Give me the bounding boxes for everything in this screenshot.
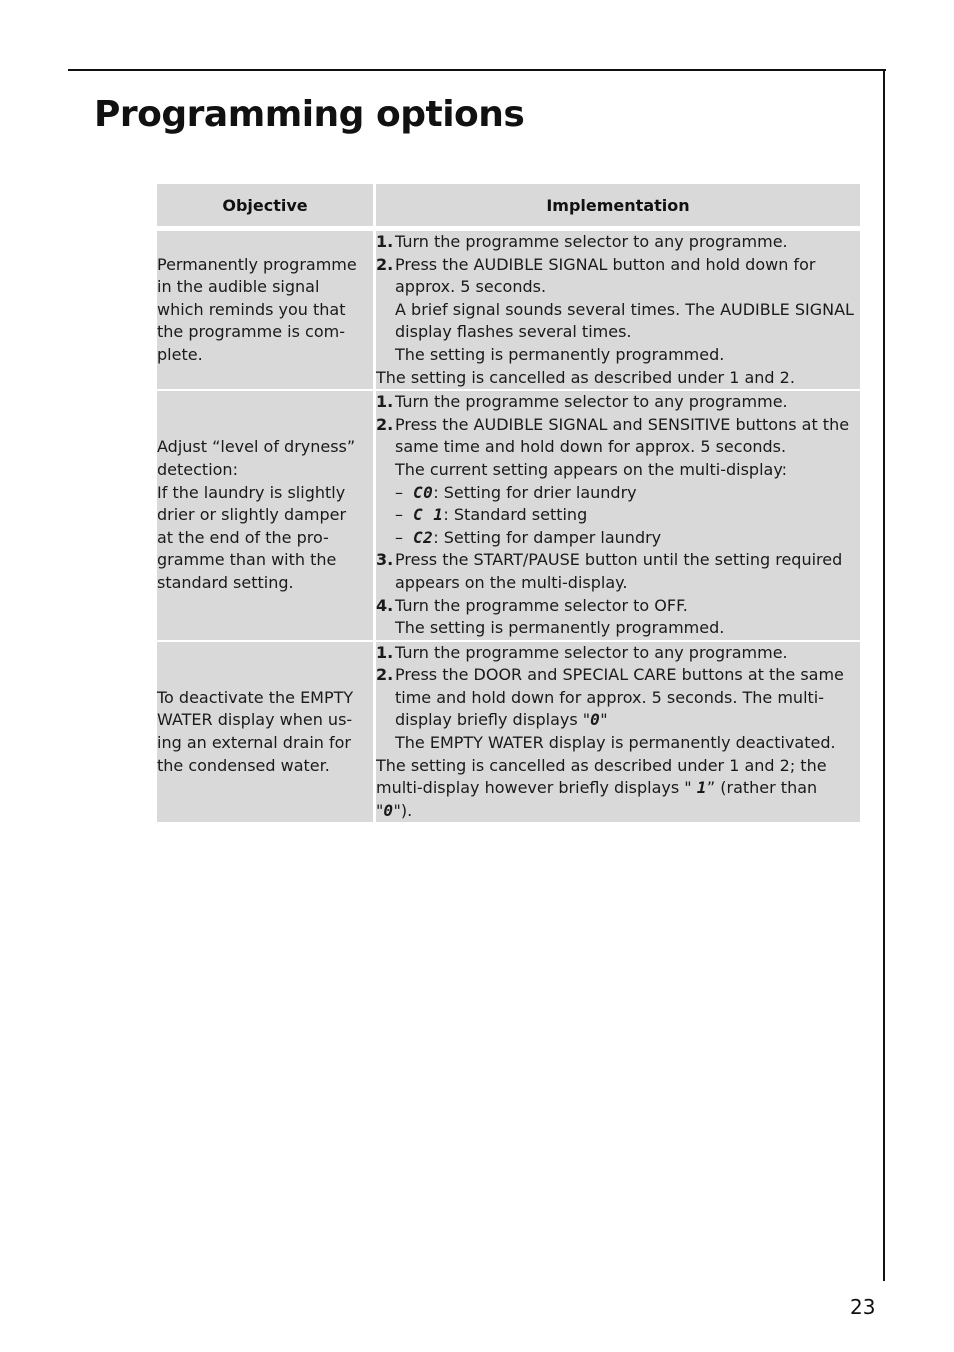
cancel-note: The setting is cancelled as described under 1 and 2.	[376, 367, 795, 387]
table-row	[157, 642, 860, 823]
display-code: C0	[413, 482, 434, 502]
table-row	[157, 231, 860, 389]
step-item: 2. Press the AUDIBLE SIGNAL and SENSITIVE buttons at the	[376, 414, 850, 434]
page-title: Programming options	[94, 94, 525, 135]
option-item: – C 1: Standard setting	[395, 505, 588, 525]
option-item: – C0: Setting for drier laundry	[395, 482, 637, 502]
objective-cell: Adjust “level of dryness” detection: If the laundry is slightly drier or slightly damper at the end of the pro- gramme than with the standard setting.	[157, 391, 376, 640]
step-item: 2. Press the DOOR and SPECIAL CARE buttons at the same	[376, 665, 844, 685]
step-item: 2. Press the AUDIBLE SIGNAL button and hold down for	[376, 254, 816, 274]
table-header-row	[157, 184, 860, 226]
implementation-cell: 1. Turn the programme selector to any programme. 2. Press the AUDIBLE SIGNAL and SENSITIVE buttons at the same time and hold down for approx. 5 seconds. The current setting appears on the multi-display: – C0: Setting for drier laundry – C 1: Standard setting – C2: Setting for damper laundry 3. Press the START/PAUSE button until the setting required appears on the multi-display. 4. Turn the programme selector to OFF. The setting is permanently programmed.	[376, 391, 860, 640]
step-item: 1. Turn the programme selector to any programme.	[376, 642, 788, 662]
display-code: C 1	[413, 505, 444, 525]
objective-cell: To deactivate the EMPTY WATER display when us- ing an external drain for the condensed water.	[157, 642, 376, 823]
step-item: 3. Press the START/PAUSE button until the setting required	[376, 550, 843, 570]
side-rule	[883, 69, 885, 1281]
display-code: C2	[413, 527, 434, 547]
cancel-note: The setting is cancelled as described under 1 and 2; the	[376, 755, 827, 775]
display-code: 0	[590, 710, 601, 730]
implementation-cell: 1. Turn the programme selector to any programme. 2. Press the DOOR and SPECIAL CARE buttons at the same time and hold down for approx. 5 seconds. The multi- display briefly displays "0" The EMPTY WATER display is permanently deactivated. The setting is cancelled as described under 1 and 2; the multi-display however briefly displays " 1” (rather than "0").	[376, 642, 860, 823]
display-code: 0	[383, 800, 394, 820]
top-rule	[68, 69, 886, 71]
page-number: 23	[850, 1295, 876, 1319]
objective-cell: Permanently programme in the audible signal which reminds you that the programme is com- plete.	[157, 231, 376, 389]
programming-options-table	[157, 184, 860, 822]
display-code: 1	[696, 778, 707, 798]
option-item: – C2: Setting for damper laundry	[395, 527, 662, 547]
step-item: 1. Turn the programme selector to any programme.	[376, 392, 788, 412]
header-implementation: Implementation	[376, 184, 860, 226]
implementation-cell: 1. Turn the programme selector to any programme. 2. Press the AUDIBLE SIGNAL button and hold down for approx. 5 seconds. A brief signal sounds several times. The AUDIBLE SIGNAL display flashes several times. The setting is permanently programmed. The setting is cancelled as described under 1 and 2.	[376, 231, 860, 389]
step-item: 4. Turn the programme selector to OFF.	[376, 595, 688, 615]
step-item: 1. Turn the programme selector to any programme.	[376, 232, 788, 251]
table-row	[157, 391, 860, 640]
header-objective: Objective	[157, 184, 376, 226]
